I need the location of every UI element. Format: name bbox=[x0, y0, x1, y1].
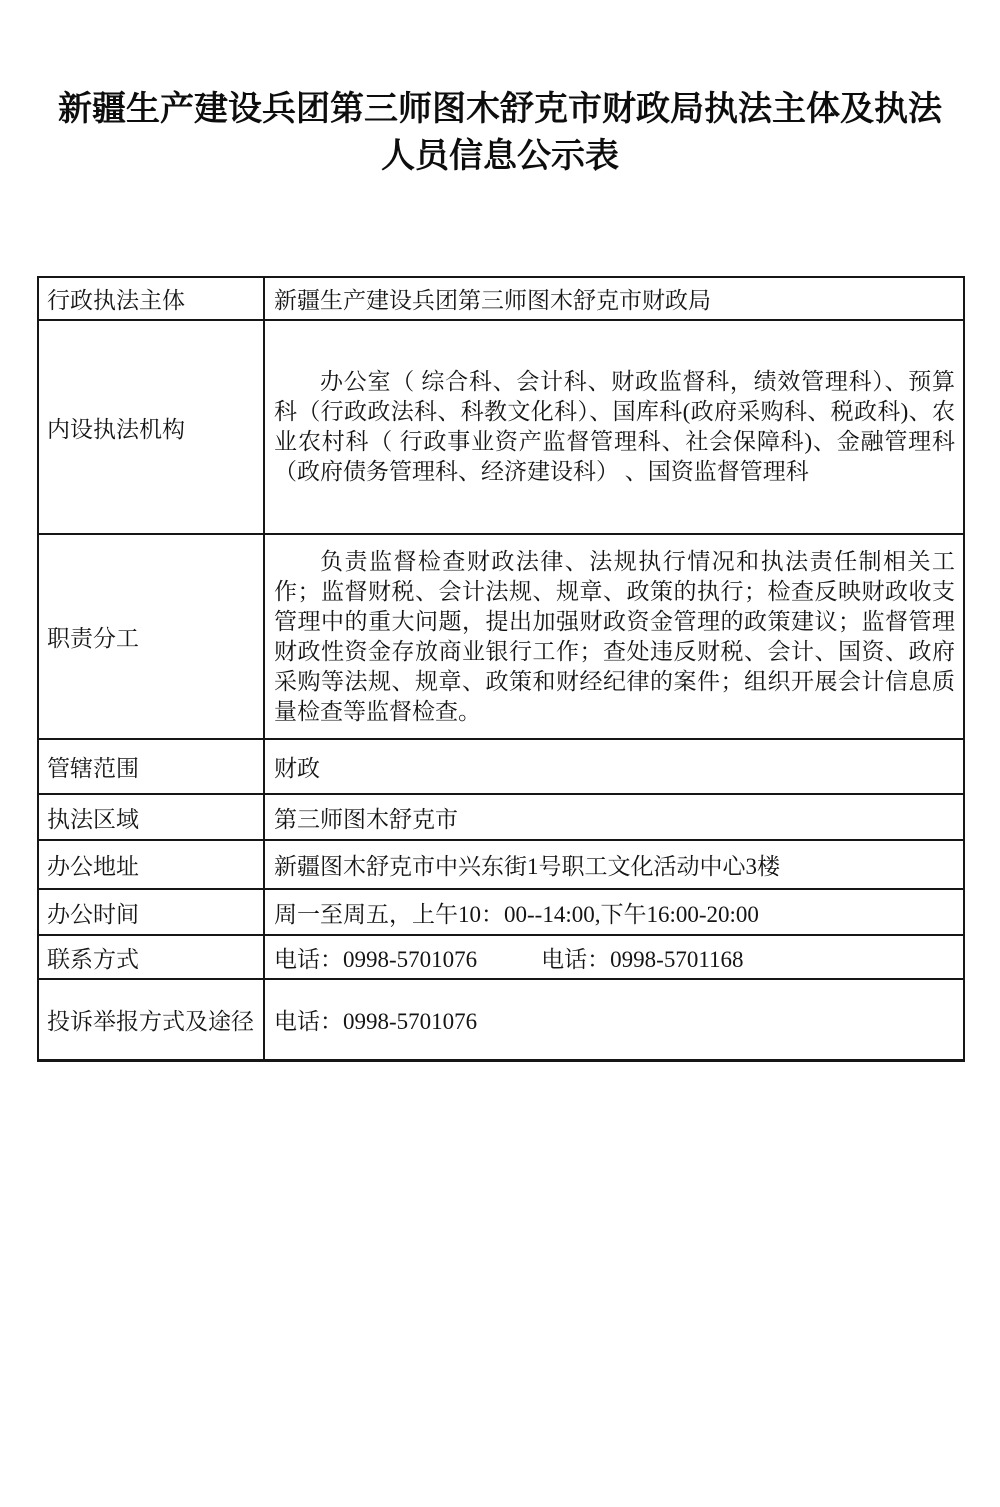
row-label: 办公地址 bbox=[38, 840, 264, 889]
table-row-law-enforcement-subject bbox=[38, 277, 964, 320]
row-value-paragraph: 负责监督检查财政法律、法规执行情况和执法责任制相关工作；监督财税、会计法规、规章、政策的执行；检查反映财政收支管理中的重大问题，提出加强财政资金管理的政策建议；监督管理财政性资金存放商业银行工作；查处违反财税、会计、国资、政府采购等法规、规章、政策和财经纪律的案件；组织开展会计信息质量检查等监督检查。 bbox=[274, 548, 955, 724]
row-label: 管辖范围 bbox=[38, 739, 264, 794]
table-row-office-address bbox=[38, 840, 964, 889]
table-row-jurisdiction-scope bbox=[38, 739, 964, 794]
table-row-internal-agencies bbox=[38, 320, 964, 534]
table-row-contact bbox=[38, 935, 964, 979]
row-label: 办公时间 bbox=[38, 889, 264, 935]
row-value: 新疆生产建设兵团第三师图木舒克市财政局 bbox=[264, 277, 964, 320]
row-value: 周一至周五，上午10：00--14:00,下午16:00-20:00 bbox=[264, 889, 964, 935]
info-table bbox=[37, 276, 965, 1062]
contact-phone-2: 电话：0998-5701168 bbox=[541, 946, 744, 972]
row-label: 联系方式 bbox=[38, 935, 264, 979]
row-value bbox=[264, 320, 964, 534]
row-label: 行政执法主体 bbox=[38, 277, 264, 320]
row-value: 电话：0998-5701076 bbox=[264, 979, 964, 1060]
row-value-paragraph: 办公室（ 综合科、会计科、财政监督科，绩效管理科）、预算科（行政政法科、科教文化科）、国库科(政府采购科、税政科)、农业农村科（ 行政事业资产监督管理科、社会保障科)、金融管理科（政府债务管理科、经济建设科） 、国资监督管理科 bbox=[274, 369, 955, 484]
row-label: 投诉举报方式及途径 bbox=[38, 979, 264, 1060]
row-value bbox=[264, 935, 964, 979]
table-row-enforcement-area bbox=[38, 794, 964, 840]
row-value: 第三师图木舒克市 bbox=[264, 794, 964, 840]
row-value bbox=[264, 534, 964, 739]
table-row-duties bbox=[38, 534, 964, 739]
row-label: 执法区域 bbox=[38, 794, 264, 840]
page-title bbox=[45, 86, 955, 180]
row-label: 职责分工 bbox=[38, 534, 264, 739]
row-label: 内设执法机构 bbox=[38, 320, 264, 534]
row-value: 财政 bbox=[264, 739, 964, 794]
contact-phone-1: 电话：0998-5701076 bbox=[274, 946, 478, 972]
row-value: 新疆图木舒克市中兴东街1号职工文化活动中心3楼 bbox=[264, 840, 964, 889]
table-row-office-hours bbox=[38, 889, 964, 935]
page-title-line-2: 人员信息公示表 bbox=[381, 137, 619, 175]
table-row-complaint-channel bbox=[38, 979, 964, 1060]
page-title-line-1: 新疆生产建设兵团第三师图木舒克市财政局执法主体及执法 bbox=[58, 90, 942, 128]
